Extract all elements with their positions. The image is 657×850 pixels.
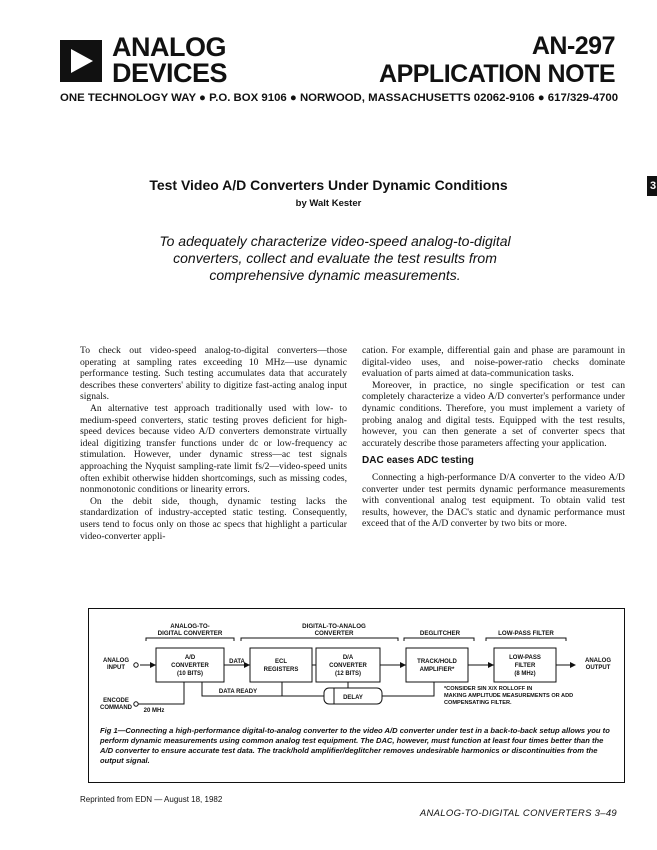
section-subhead: DAC eases ADC testing [362,455,474,467]
analog-output-label-1: ANALOG [585,658,611,664]
hdr-dac-1: DIGITAL-TO-ANALOG [302,623,366,630]
bracket-deglitcher [404,638,474,641]
ecl-label-2: REGISTERS [263,667,299,673]
hdr-adc-2: DIGITAL CONVERTER [157,630,223,637]
input-terminal-icon [134,663,138,667]
paragraph: An alternative test approach traditionally used with low- to medium-speed converters, static testing proves deficient for high-speed devices because video A/D converters demonstrate virtually ideal digitizing transfer functions under dc or low-frequency ac stimulation. However, under dynamic stress—ac test signals approaching the Nyquist sampling-rate limit fs/2—video-speed units often exhibit otherwise hidden shortcomings, such as missing codes, nonmonotonic conditions or linearity errors. [80,402,347,496]
dac-label-2: CONVERTER [329,663,367,669]
company-address: ONE TECHNOLOGY WAY ● P.O. BOX 9106 ● NORWOOD, MASSACHUSETTS 02062-9106 ● 617/329-4700 [60,92,619,104]
bracket-lpf [486,638,566,641]
th-label-1: TRACK/HOLD [417,659,457,665]
article-title: Test Video A/D Converters Under Dynamic Conditions [149,177,508,193]
article-author: by Walt Kester [295,198,362,209]
analog-input-label-2: INPUT [107,665,125,671]
delay-label: DELAY [343,695,363,701]
paragraph: Moreover, in practice, no single specification or test can completely characterize a video A/D converter's performance under dynamic conditions. Therefore, you must implement a variety of probing analog and digital tests. Equipped with the test results, however, you can then generate a set of converter specs that accurately describe those parameters affecting your application. [362,379,625,449]
arrow-icon [150,662,156,668]
hdr-deglitcher: DEGLITCHER [419,630,461,637]
right-column [362,345,625,530]
paragraph: On the debit side, though, dynamic testing lacks the standardization of industry-accepted static testing. Consequently, users tend to focus only on those ac specs that highlight a particular video-converter appli- [80,495,347,542]
encode-label-2: COMMAND [100,705,132,711]
arrow-icon [244,662,250,668]
arrow-icon [570,662,576,668]
bracket-dac [241,638,398,641]
clock-label: 20 MHz [143,708,165,714]
lpf-label-2: FILTER [514,663,536,669]
paragraph: Connecting a high-performance D/A converter to the video A/D converter under test permits dynamic performance measurements with conventional analog test equipment. To obtain valid test results, however, the DAC's static and dynamic performance must exceed that of the A/D converter by two bits or more. [362,471,625,530]
analog-output-label-2: OUTPUT [585,665,611,671]
caption-text: to the video A/D converter under test in a back-to-back setup allows you to perform dynamic measurements using common analog test equipment. The DAC, however, must function at least four times better than the A/D converter to ensure accurate test data. The track/hold amplifier/deglitcher removes undesirable harmonics or discontinuities from the output signal. [100,726,610,765]
track-hold-block [406,648,468,682]
dac-label-3: (12 BITS) [334,671,362,677]
footnote-line-1: *CONSIDER SIN X/X ROLLOFF IN [444,686,533,692]
lpf-label-1: LOW-PASS [509,655,541,661]
arrow-icon [488,662,494,668]
encode-label-1: ENCODE [103,698,129,704]
logo-line-2: DEVICES [112,58,228,88]
dac-label-1: D/A [342,655,354,661]
ecl-label-1: ECL [275,659,287,665]
note-number: AN-297 [531,32,615,60]
article-deck: To adequately characterize video-speed analog-to-digital converters, collect and evaluate the test results from comprehensive dynamic measurements. [159,233,511,283]
lpf-label-3: (8 MHz) [514,671,536,677]
footnote-line-2: MAKING AMPLITUDE MEASUREMENTS OR ADD [444,693,574,699]
ecl-block [250,648,312,682]
delay-out-line [382,682,434,696]
analog-input-label-1: ANALOG [103,658,129,664]
reprint-notice: Reprinted from EDN — August 18, 1982 [80,795,223,804]
adc-label-1: A/D [184,655,196,661]
arrow-icon [400,662,406,668]
figure-caption [100,726,616,766]
hdr-adc-1: ANALOG-TO- [170,623,210,630]
data-ready-label: DATA READY [218,689,258,695]
paragraph: To check out video-speed analog-to-digital converters—those operating at sampling rates exceeding 10 MHz—use dynamic performance testing. Such testing accumulates data that accurately describes these converters' ability to digitize fast-acting analog input signals. [80,345,347,403]
paragraph: cation. For example, differential gain and phase are paramount in digital-video uses, and noise-power-ratio checks dominate evaluation of parts aimed at data-communication tasks. [362,345,625,380]
adc-label-2: CONVERTER [171,663,209,669]
play-triangle-icon [71,49,93,73]
left-column [80,345,347,542]
hdr-dac-2: CONVERTER [314,630,354,637]
page-footer: ANALOG-TO-DIGITAL CONVERTERS 3–49 [419,808,617,819]
note-type: APPLICATION NOTE [379,60,615,88]
caption-label: Fig 1—Connecting a high-performance digital-to-analog converter [100,726,338,735]
company-logo-text [112,34,227,86]
data-bus-label: DATA [229,659,245,665]
encode-line [138,682,184,704]
encode-terminal-icon [134,702,138,706]
adc-label-3: (10 BITS) [176,671,204,677]
hdr-lpf: LOW-PASS FILTER [498,630,554,637]
footnote-line-3: COMPENSATING FILTER. [444,700,512,706]
bracket-adc [146,638,234,641]
th-label-2: AMPLIFIER* [419,667,455,673]
section-tab: 3 [647,176,657,196]
logo-line-1: ANALOG [112,32,226,62]
